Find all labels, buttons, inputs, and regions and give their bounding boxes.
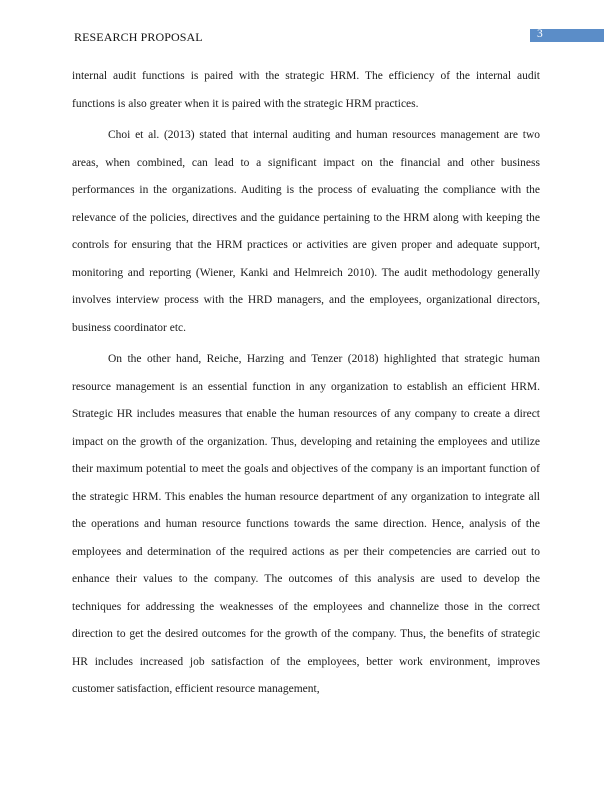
paragraph-continuation: internal audit functions is paired with the strategic HRM. The efficiency of the internal audit functions is also greater when it is paired with the strategic HRM practices.	[72, 70, 540, 110]
running-header-title: RESEARCH PROPOSAL	[74, 30, 203, 44]
page-number: 3	[537, 28, 543, 40]
body-text	[72, 63, 540, 704]
paragraph-reiche: On the other hand, Reiche, Harzing and Tenzer (2018) highlighted that strategic human resource management is an essential function in any organization to establish an efficient HRM. Strategic HR includes measures that enable the human resources of any company to create a direct impact on the growth of the organization. Thus, developing and retaining the employees and utilize their maximum potential to meet the goals and objectives of the company is an important function of the strategic HRM. This enables the human resource department of any organization to integrate all the operations and human resource functions towards the same direction. Hence, analysis of the employees and determination of the required actions as per their competencies are carried out to enhance their values to the company. The outcomes of this analysis are used to develop the techniques for addressing the weaknesses of the employees and channelize those in the correct direction to get the desired outcomes for the growth of the company. Thus, the benefits of strategic HR includes increased job satisfaction of the employees, better work environment, improves customer satisfaction, efficient resource management,	[72, 353, 540, 695]
paragraph-choi: Choi et al. (2013) stated that internal auditing and human resources management are two areas, when combined, can lead to a significant impact on the financial and other business performances in the organizations. Auditing is the process of evaluating the compliance with the relevance of the policies, directives and the guidance pertaining to the HRM along with keeping the controls for ensuring that the HRM practices or activities are given proper and adequate support, monitoring and reporting (Wiener, Kanki and Helmreich 2010). The audit methodology generally involves interview process with the HRD managers, and the employees, organizational directors, business coordinator etc.	[72, 129, 540, 334]
page-number-badge	[530, 29, 604, 42]
